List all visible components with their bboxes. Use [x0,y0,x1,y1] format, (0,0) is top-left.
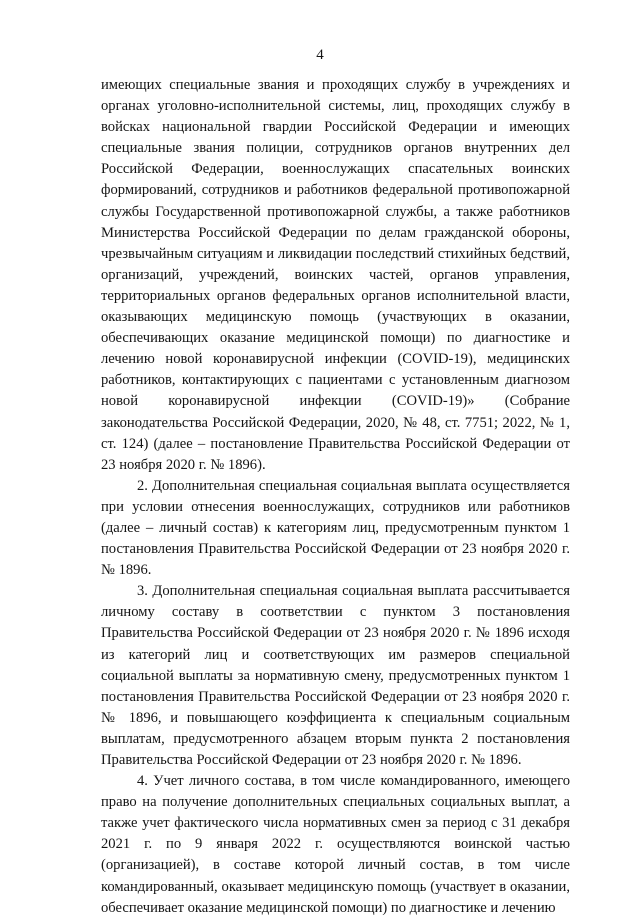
paragraph-item-4: 4. Учет личного состава, в том числе командированного, имеющего право на получение дополнительных специальных социальных выплат, а также учет фактического числа нормативных смен за период с 31 декабря 2021 г. по 9 января 2022 г. осуществляются воинской частью (организацией), в составе которой личный состав, в том числе командированный, оказывает медицинскую помощь (участвует в оказании, обеспечивает оказание медицинской помощи) по диагностике и лечению [101,773,570,916]
paragraph-item-2: 2. Дополнительная специальная социальная выплата осуществляется при условии отнесения военнослужащих, сотрудников или работников (далее – личный состав) к категориям лиц, предусмотренным пунктом 1 постановления Правительства Российской Федерации от 23 ноября 2020 г. № 1896. [101,477,570,579]
paragraph-continuation: имеющих специальные звания и проходящих службу в учреждениях и органах уголовно-исполнительной системы, лиц, проходящих службу в войсках национальной гвардии Российской Федерации и имеющих специальные звания полиции, сотрудников органов внутренних дел Российской Федерации, военнослужащих спасательных воинских формирований, сотрудников и работников федеральной противопожарной службы Государственной противопожарной службы, а также работников Министерства Российской Федерации по делам гражданской обороны, чрезвычайным ситуациям и ликвидации последствий стихийных бедствий, организаций, учреждений, воинских частей, органов управления, территориальных органов федеральных органов исполнительной власти, оказывающих медицинскую помощь (участвующих в оказании, обеспечивающих оказание медицинской помощи) по диагностике и лечению новой коронавирусной инфекции (COVID-19), медицинских работников, контактирующих с пациентами с установленным диагнозом новой коронавирусной инфекции (COVID-19)» (Собрание законодательства Российской Федерации, 2020, № 48, ст. 7751; 2022, № 1, ст. 124) (далее – постановление Правительства Российской Федерации от 23 ноября 2020 г. № 1896). [101,77,570,473]
page-number: 4 [316,47,324,63]
document-body [101,75,570,919]
paragraph-item-3: 3. Дополнительная специальная социальная выплата рассчитывается личному составу в соответствии с пунктом 3 постановления Правительства Российской Федерации от 23 ноября 2020 г. № 1896 исходя из категорий лиц и соответствующих им размеров специальной социальной выплаты за нормативную смену, предусмотренных пунктом 1 постановления Правительства Российской Федерации от 23 ноября 2020 г. № 1896, и повышающего коэффициента к специальным социальным выплатам, предусмотренного абзацем вторым пункта 2 постановления Правительства Российской Федерации от 23 ноября 2020 г. № 1896. [101,583,570,768]
